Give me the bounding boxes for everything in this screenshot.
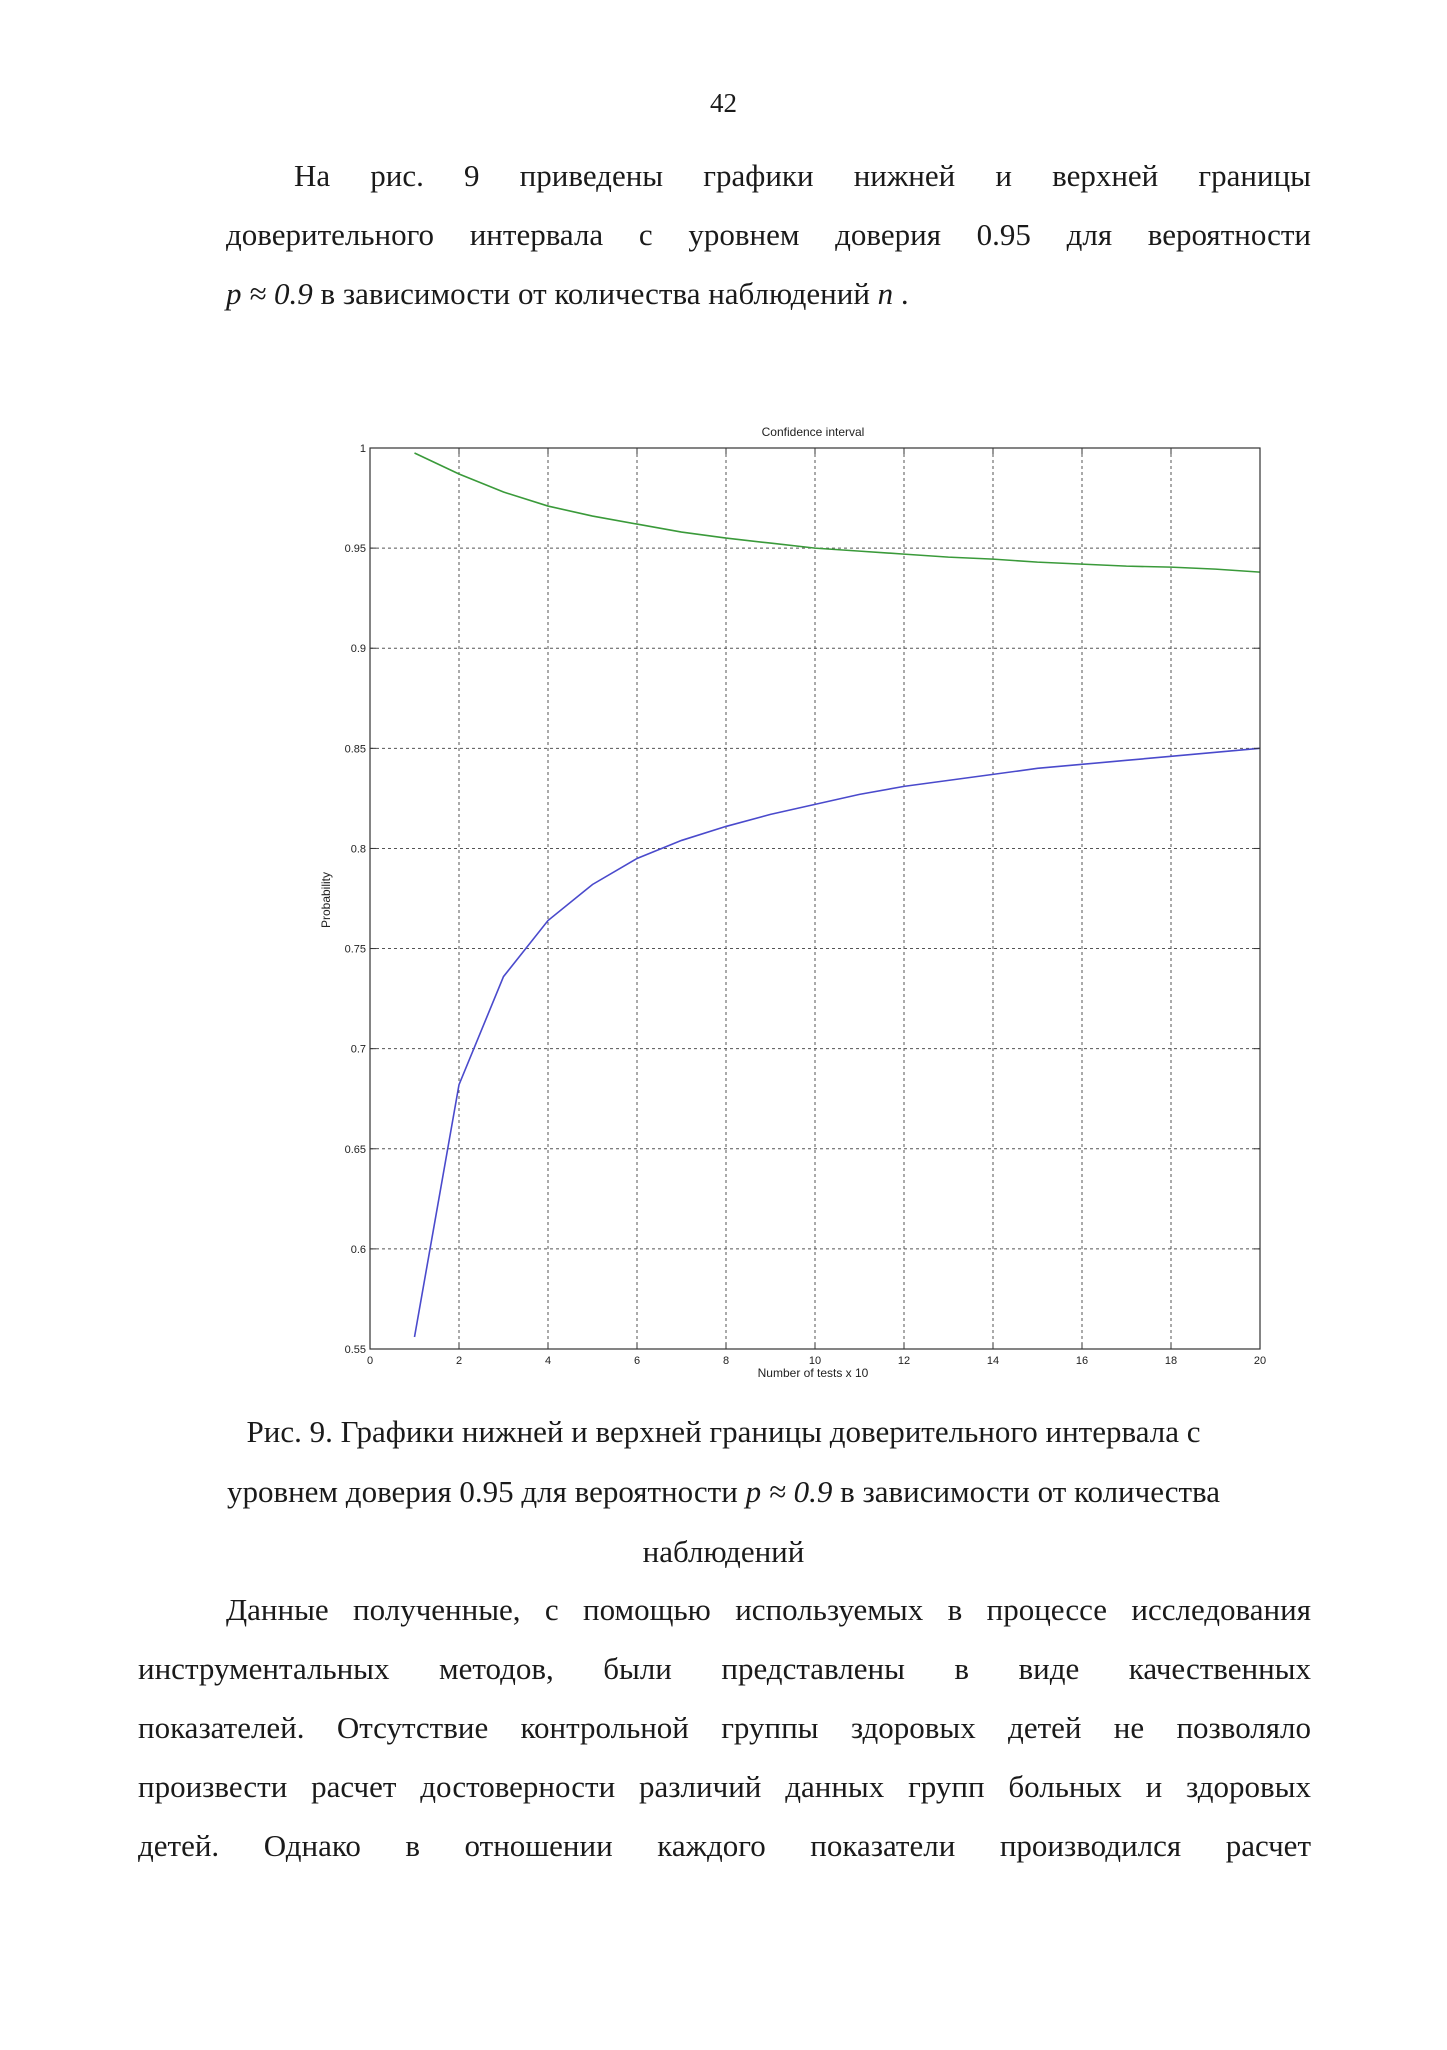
x-tick-label: 8	[722, 1355, 730, 1367]
figure-caption-line-3: наблюдений	[642, 1534, 805, 1569]
y-tick-label: 0.65	[344, 1143, 366, 1156]
y-tick-label: 0.85	[344, 743, 366, 756]
chart-ylabel: Probability	[319, 871, 333, 929]
grid-layer	[370, 448, 1260, 1349]
chart-svg	[300, 420, 1280, 1390]
y-tick-label: 0.7	[350, 1043, 366, 1056]
body-line-2: инструментальных методов, были представлены в виде качественных	[138, 1651, 1311, 1686]
y-tick-label: 0.95	[344, 543, 366, 556]
x-tick-label: 6	[633, 1355, 641, 1367]
x-tick-label: 20	[1253, 1355, 1267, 1367]
y-tick-label: 0.8	[350, 843, 366, 856]
x-tick-label: 10	[808, 1355, 822, 1367]
page-number: 42	[710, 88, 737, 118]
y-tick-label: 0.9	[350, 643, 366, 656]
ticks-layer	[345, 443, 1267, 1367]
body-line-3: показателей. Отсутствие контрольной группы здоровых детей не позволяло	[138, 1710, 1311, 1745]
y-tick-label: 1	[359, 443, 366, 455]
y-tick-label: 0.6	[350, 1243, 366, 1256]
series-layer	[415, 453, 1261, 1337]
figure-caption-line-1: Рис. 9. Графики нижней и верхней границы доверительного интервала с	[246, 1414, 1201, 1449]
caption-line-2a: уровнем доверия 0.95 для вероятности	[226, 1474, 746, 1509]
chart-xlabel: Number of tests x 10	[757, 1366, 869, 1380]
intro-math-p: p ≈ 0.9	[226, 276, 313, 311]
confidence-interval-chart	[300, 420, 1280, 1390]
figure-caption-line-2	[0, 1474, 1447, 1510]
x-tick-label: 4	[544, 1355, 552, 1367]
x-tick-label: 14	[986, 1355, 1000, 1367]
caption-math-p: p ≈ 0.9	[745, 1474, 833, 1509]
caption-line-2b: в зависимости от количества	[832, 1474, 1221, 1509]
body-line-1: Данные полученные, с помощью используемых в процессе исследования	[226, 1592, 1311, 1627]
body-line-5: детей. Однако в отношении каждого показатели производился расчет	[138, 1828, 1311, 1863]
body-paragraph	[138, 1580, 1311, 1875]
chart-title: Confidence interval	[761, 425, 865, 439]
x-tick-label: 0	[366, 1355, 374, 1367]
series-line-1	[415, 453, 1261, 572]
intro-math-n: n	[877, 276, 894, 311]
intro-line-3-end: .	[893, 276, 909, 311]
x-tick-label: 16	[1075, 1355, 1089, 1367]
body-line-4: произвести расчет достоверности различий данных групп больных и здоровых	[138, 1769, 1311, 1804]
intro-line-3-text: в зависимости от количества наблюдений	[312, 276, 878, 311]
x-tick-label: 2	[455, 1355, 463, 1367]
intro-line-1: На рис. 9 приведены графики нижней и верхней границы	[294, 158, 1311, 193]
y-tick-label: 0.75	[344, 943, 366, 956]
intro-line-2: доверительного интервала с уровнем доверия 0.95 для вероятности	[226, 217, 1311, 252]
x-tick-label: 18	[1164, 1355, 1178, 1367]
y-tick-label: 0.55	[344, 1344, 366, 1356]
intro-line-3	[138, 264, 1311, 323]
x-tick-label: 12	[897, 1355, 911, 1367]
intro-paragraph	[138, 146, 1311, 323]
